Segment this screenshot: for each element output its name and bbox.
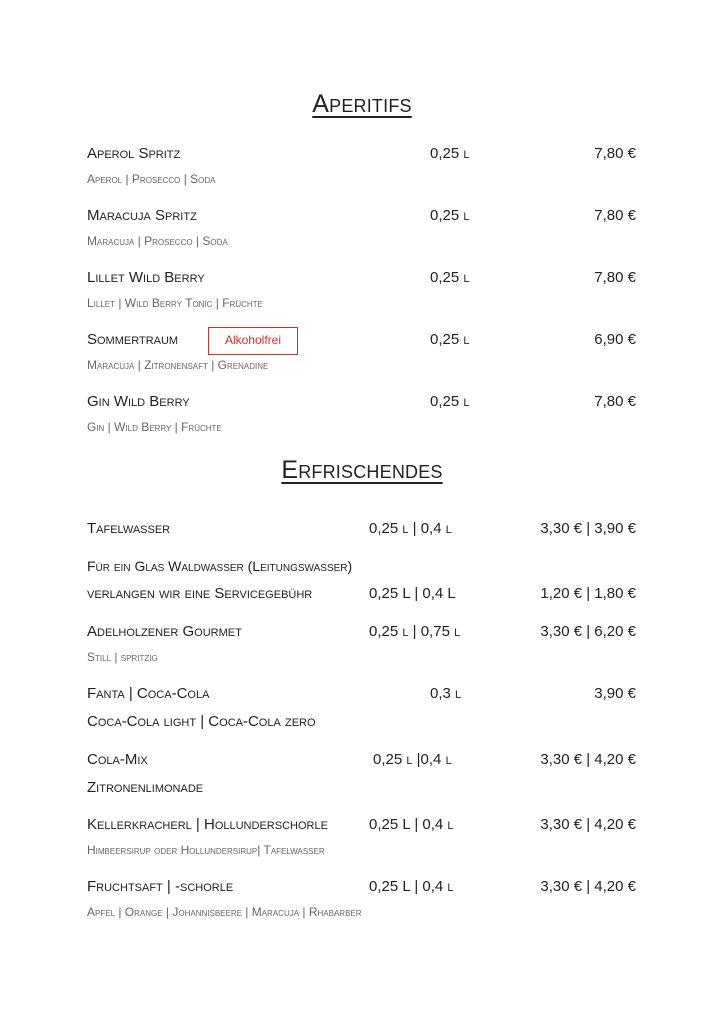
item-price: 7,80 € bbox=[594, 269, 636, 286]
menu-item-aperol-spritz bbox=[0, 145, 724, 167]
item-price: 3,30 € | 3,90 € bbox=[540, 520, 636, 537]
item-name: Cola-Mix bbox=[87, 751, 148, 768]
menu-item-kellerkracherl bbox=[0, 816, 724, 838]
item-size: 0,25 l bbox=[430, 207, 470, 224]
item-size: 0,25 l | 0,75 l bbox=[369, 623, 461, 640]
section-title-aperitifs: Aperitifs bbox=[312, 90, 412, 118]
item-price: 3,30 € | 6,20 € bbox=[540, 623, 636, 640]
item-size: 0,25 L | 0,4 l bbox=[369, 878, 454, 895]
item-name: verlangen wir eine Servicegebühr bbox=[87, 585, 313, 602]
section-title-erfrischendes: Erfrischendes bbox=[281, 456, 443, 484]
item-size: 0,3 l bbox=[430, 685, 462, 702]
item-size: 0,25 l bbox=[430, 393, 470, 410]
item-size: 0,25 l |0,4 l bbox=[373, 751, 452, 768]
item-price: 7,80 € bbox=[594, 393, 636, 410]
item-name: Aperol Spritz bbox=[87, 145, 181, 162]
menu-item-waldwasser bbox=[0, 585, 724, 607]
item-price: 7,80 € bbox=[594, 207, 636, 224]
item-size: 0,25 l bbox=[430, 269, 470, 286]
item-name: Adelholzener Gourmet bbox=[87, 623, 242, 640]
item-size: 0,25 L | 0,4 L bbox=[369, 585, 456, 602]
menu-item-fruchtsaft bbox=[0, 878, 724, 900]
item-description: Still | spritzig bbox=[87, 650, 158, 664]
item-description: Himbeersirup oder Hollundersirup| Tafelwasser bbox=[87, 843, 325, 857]
item-name: Sommertraum bbox=[87, 331, 179, 348]
item-price: 3,30 € | 4,20 € bbox=[540, 816, 636, 833]
menu-item-sommertraum bbox=[0, 331, 724, 353]
menu-item-lillet-wild-berry bbox=[0, 269, 724, 291]
item-name: Gin Wild Berry bbox=[87, 393, 190, 410]
item-size: 0,25 l bbox=[430, 145, 470, 162]
item-description: Lillet | Wild Berry Tonic | Früchte bbox=[87, 296, 263, 310]
item-name: Fanta | Coca-Cola bbox=[87, 685, 210, 702]
item-name: Fruchtsaft | -schorle bbox=[87, 878, 234, 895]
item-price: 3,90 € bbox=[594, 685, 636, 702]
item-price: 1,20 € | 1,80 € bbox=[540, 585, 636, 602]
item-description: Maracuja | Zitronensaft | Grenadine bbox=[87, 358, 269, 372]
item-price: 7,80 € bbox=[594, 145, 636, 162]
menu-item-adelholzener bbox=[0, 623, 724, 645]
menu-item-maracuja-spritz bbox=[0, 207, 724, 229]
item-name: Maracuja Spritz bbox=[87, 207, 197, 224]
alkoholfrei-badge: Alkoholfrei bbox=[208, 327, 298, 355]
item-description: Gin | Wild Berry | Früchte bbox=[87, 420, 222, 434]
menu-item-gin-wild-berry bbox=[0, 393, 724, 415]
waldwasser-note: Für ein Glas Waldwasser (Leitungswasser) bbox=[87, 558, 353, 574]
menu-item-cola-mix bbox=[0, 751, 724, 773]
item-name: Kellerkracherl | Hollunderschorle bbox=[87, 816, 328, 833]
item-price: 6,90 € bbox=[594, 331, 636, 348]
menu-item-tafelwasser bbox=[0, 520, 724, 542]
item-description: Maracuja | Prosecco | Soda bbox=[87, 234, 228, 248]
item-description: Apfel | Orange | Johannisbeere | Maracuja | Rhabarber bbox=[87, 905, 362, 919]
item-price: 3,30 € | 4,20 € bbox=[540, 878, 636, 895]
item-name: Tafelwasser bbox=[87, 520, 171, 537]
item-variants: Zitronenlimonade bbox=[87, 779, 204, 796]
item-size: 0,25 l | 0,4 l bbox=[369, 520, 452, 537]
item-description: Aperol | Prosecco | Soda bbox=[87, 172, 216, 186]
item-price: 3,30 € | 4,20 € bbox=[540, 751, 636, 768]
menu-item-fanta-coca-cola bbox=[0, 685, 724, 707]
item-size: 0,25 l bbox=[430, 331, 470, 348]
item-name: Lillet Wild Berry bbox=[87, 269, 205, 286]
item-size: 0,25 L | 0,4 l bbox=[369, 816, 454, 833]
item-variants: Coca-Cola light | Coca-Cola zero bbox=[87, 713, 316, 730]
